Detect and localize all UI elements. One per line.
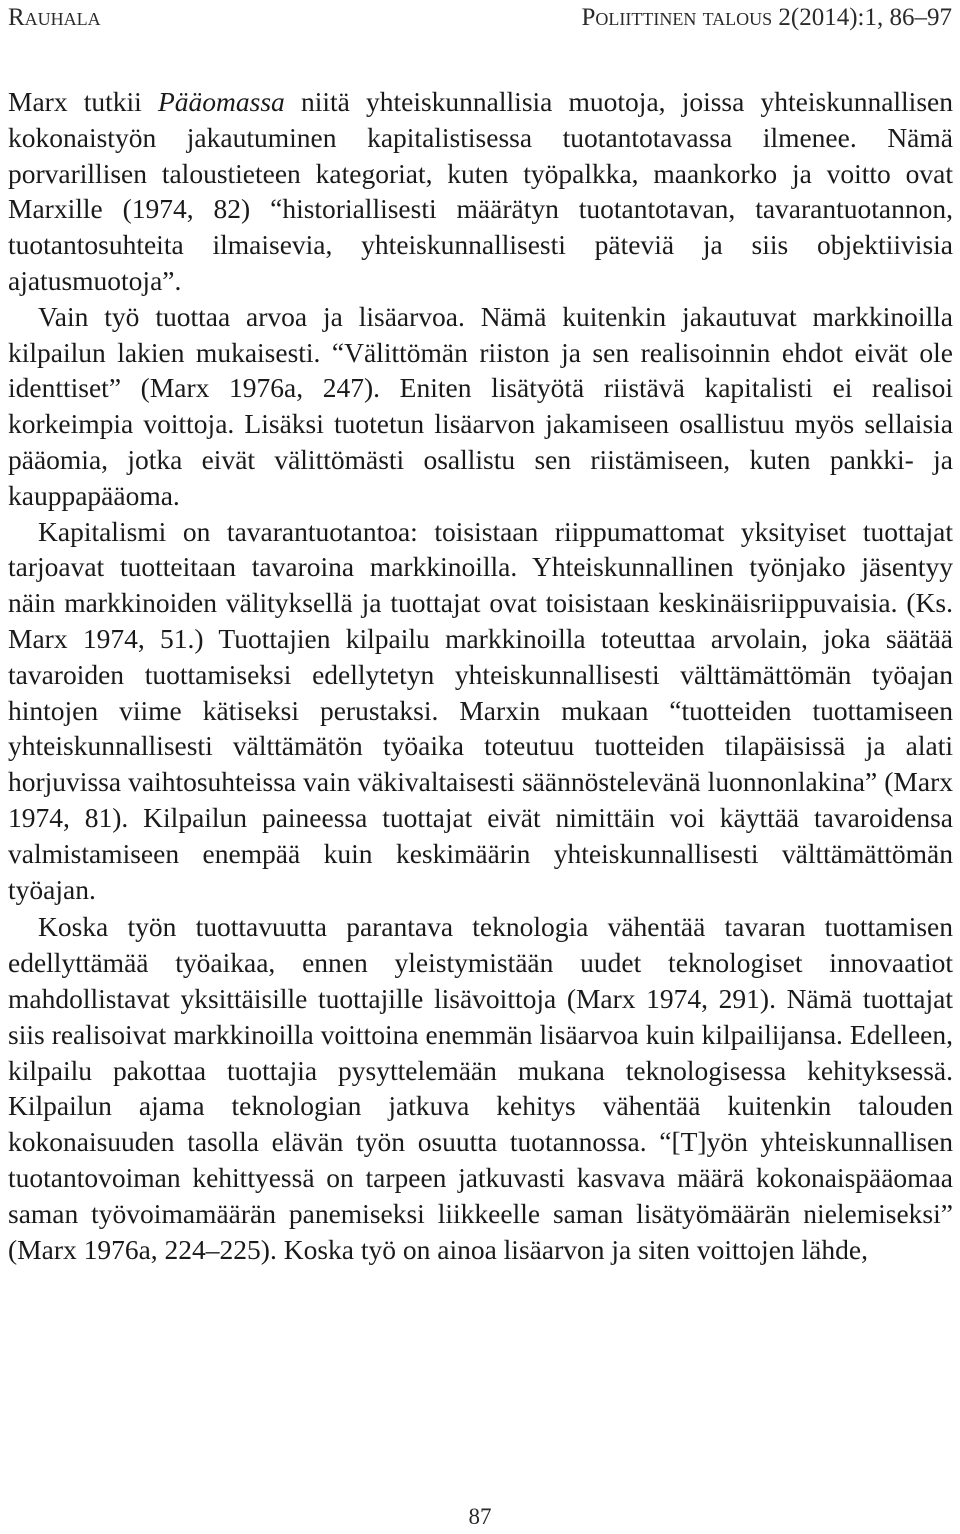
book-title-emphasis: Pääomassa: [157, 86, 285, 117]
paragraph-1-pre: Marx tutkii: [8, 86, 158, 117]
running-header: [8, 4, 952, 36]
paragraph-2: Vain työ tuottaa arvoa ja lisäarvoa. Nämä kuitenkin jakautuvat markkinoilla kilpailun lakien mukaisesti. “Välittömän riiston ja sen realisoinnin ehdot eivät ole identtiset” (Marx 1976a, 247). Eniten lisätyötä riistävä kapitalisti ei realisoi korkeimpia voittoja. Lisäksi tuotetun lisäarvon jakamiseen osallistuu myös sellaisia pääomia, jotka eivät välittömästi osallistu sen riistämiseen, kuten pankki- ja kauppapääoma.: [8, 300, 953, 511]
paragraph-3: Kapitalismi on tavarantuotantoa: toisistaan riippumattomat yksityiset tuottajat tarjoavat tuotteitaan tavaroina markkinoilla. Yhteiskunnallinen työnjako jäsentyy näin markkinoiden välityksellä ja tuottajat ovat toisistaan keskinäisriippuvaisia. (Ks. Marx 1974, 51.) Tuottajien kilpailu markkinoilla toteuttaa arvolain, joka säätää tavaroiden tuottamiseksi edellytetyn yhteiskunnallisesti välttämättömän työajan hintojen viime kätiseksi perustaksi. Marxin mukaan “tuotteiden tuottamiseen yhteiskunnallisesti välttämätön työaika toteutuu tuotteiden tilapäisissä ja alati horjuvissa vaihtosuhteissa vain väkivaltaisesti säännöstelevänä luonnonlakina” (Marx 1974, 81). Kilpailun paineessa tuottajat eivät nimittäin voi käyttää tavaroidensa valmistamiseen enempää kuin keskimäärin yhteiskunnallisesti välttämättömän työajan.: [8, 515, 953, 905]
header-journal: Poliittinen talous 2(2014):1, 86–97: [581, 4, 952, 31]
header-author: Rauhala: [8, 4, 101, 31]
paragraph-1: [8, 84, 953, 299]
article-body: [8, 84, 953, 1267]
page-number: 87: [468, 1504, 492, 1529]
paragraph-1-post: niitä yhteiskunnallisia muotoja, joissa yhteiskunnallisen kokonaistyön jakautuminen kapitalistisessa tuotantotavassa ilmenee. Nämä porvarillisen taloustieteen kategoriat, kuten työpalkka, maankorko ja voitto ovat Marxille (1974, 82) “historiallisesti määrätyn tuotantotavan, tavarantuotannon, tuotantosuhteita ilmaisevia, yhteiskunnallisesti päteviä ja siis objektiivisia ajatusmuotoja”.: [8, 86, 953, 296]
paragraph-4: Koska työn tuottavuutta parantava teknologia vähentää tavaran tuottamisen edellyttämää työaikaa, ennen yleistymistään uudet teknologiset innovaatiot mahdollistavat yksittäisille tuottajille lisävoittoja (Marx 1974, 291). Nämä tuottajat siis realisoivat markkinoilla voittoina enemmän lisäarvoa kuin kilpailijansa. Edelleen, kilpailu pakottaa tuottajia pysyttelemään mukana teknologisessa kehityksessä. Kilpailun ajama teknologian jatkuva kehitys vähentää kuitenkin talouden kokonaisuuden tasolla elävän työn osuutta tuotannossa. “[T]yön yhteiskunnallisen tuotantovoiman kehittyessä on tarpeen jatkuvasti kasvava määrä kokonaispääomaa saman työvoimamäärän panemiseksi liikkeelle saman lisätyömäärän nielemiseksi” (Marx 1976a, 224–225). Koska työ on ainoa lisäarvon ja siten voittojen lähde,: [8, 911, 953, 1265]
